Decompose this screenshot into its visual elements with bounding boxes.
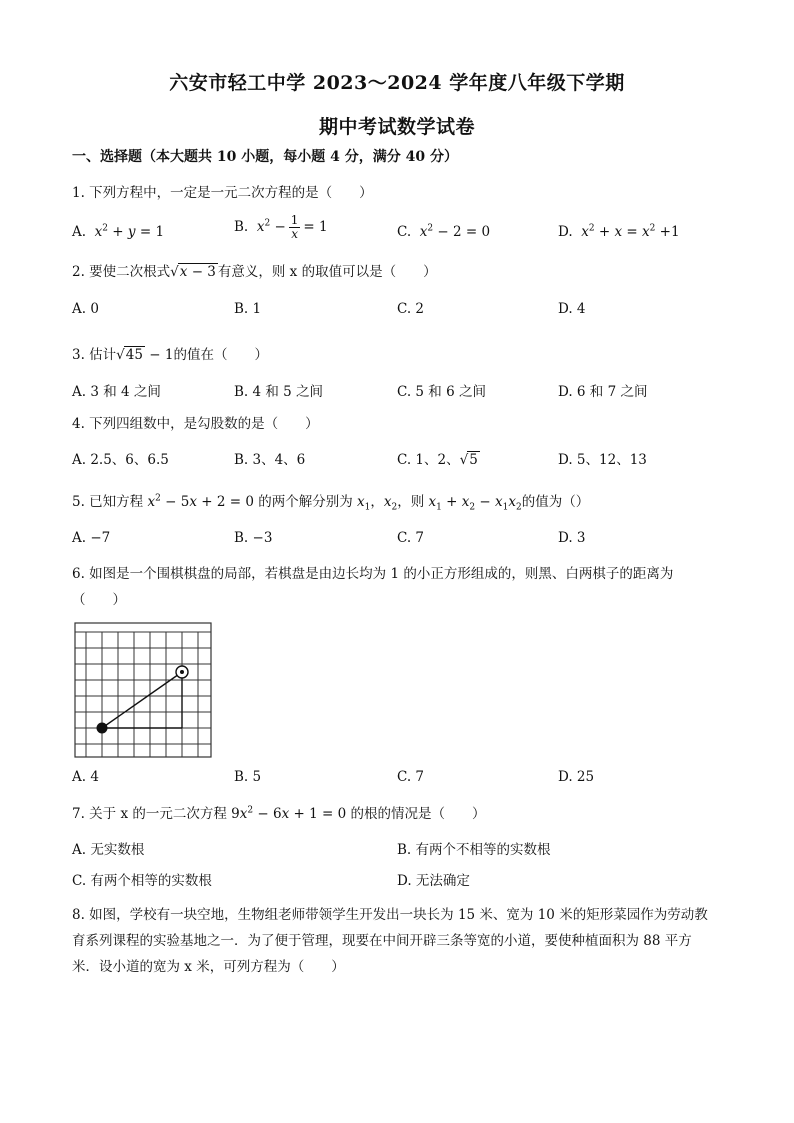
question-1-option-c: C. $x^2 - 2 = 0$ <box>397 223 491 240</box>
question-3-stem: 3. 估计√45 − 1的值在（ ） <box>72 347 268 363</box>
page-subtitle: 期中考试数学试卷 <box>318 116 475 138</box>
question-6-option-a: A. 4 <box>72 769 99 785</box>
question-8-stem: 8. 如图，学校有一块空地，生物组老师带领学生开发出一块长为 15 米、宽为 10 米的矩形菜园作为劳动教 育系列课程的实验基地之一．为了便于管理，现要在中间开辟三条等宽的小道，要使种植面积为 88 平方 米．设小道的宽为 x 米，可列方程为（ ） <box>72 907 708 975</box>
question-1-option-b: B. $x^2$ − $\frac{1}{x}$ = 1 <box>234 213 328 241</box>
question-6-option-b: B. 5 <box>234 769 262 785</box>
go-board-figure <box>72 620 214 764</box>
question-1-option-a: A. $x^2 + y = 1$ <box>72 223 165 240</box>
black-stone <box>97 723 108 734</box>
question-5-option-d: D. 3 <box>558 530 586 546</box>
question-2-option-d: D. 4 <box>558 301 586 317</box>
question-2-option-b: B. 1 <box>234 301 262 317</box>
question-6-stem: 6. 如图是一个围棋棋盘的局部，若棋盘是由边长均为 1 的小正方形组成的，则黑、白两棋子的距离为 （ ） <box>72 566 674 608</box>
question-4-stem: 4. 下列四组数中，是勾股数的是（ ） <box>72 416 319 432</box>
question-2-option-a: A. 0 <box>72 301 99 317</box>
section-heading: 一、选择题（本大题共 10 小题，每小题 4 分，满分 40 分） <box>72 149 458 165</box>
question-7-option-b: B. 有两个不相等的实数根 <box>397 842 551 858</box>
question-4-option-c: C. 1、2、√5 <box>397 452 478 468</box>
question-4-option-b: B. 3、4、6 <box>234 452 306 468</box>
question-5-stem: 5. 已知方程 $x^2 - 5x + 2 = 0$ 的两个解分别为 $x_1$，$x_2$，则 $x_1 + x_2 - x_1x_2$的值为（） <box>72 493 590 513</box>
question-3-option-b: B. 4 和 5 之间 <box>234 384 324 400</box>
question-7-option-d: D. 无法确定 <box>397 873 470 889</box>
question-2-stem: 2. 要使二次根式√x − 3 有意义，则 x 的取值可以是（ ） <box>72 264 437 280</box>
question-6-option-c: C. 7 <box>397 769 425 785</box>
question-7-option-c: C. 有两个相等的实数根 <box>72 873 212 889</box>
question-1-option-d: D. $x^2 + x = x^2 +1$ <box>558 223 680 240</box>
question-3-option-d: D. 6 和 7 之间 <box>558 384 648 400</box>
question-4-option-a: A. 2.5、6、6.5 <box>72 452 169 468</box>
question-5-option-a: A. −7 <box>72 530 111 546</box>
question-5-option-c: C. 7 <box>397 530 425 546</box>
page-title: 六安市轻工中学 2023～2024 学年度八年级下学期 <box>169 72 625 94</box>
question-2-option-c: C. 2 <box>397 301 425 317</box>
question-3-option-c: C. 5 和 6 之间 <box>397 384 486 400</box>
question-4-option-d: D. 5、12、13 <box>558 452 647 468</box>
question-7-option-a: A. 无实数根 <box>72 842 145 858</box>
question-3-option-a: A. 3 和 4 之间 <box>72 384 161 400</box>
question-6-option-d: D. 25 <box>558 769 595 785</box>
question-5-option-b: B. −3 <box>234 530 273 546</box>
question-7-stem: 7. 关于 x 的一元二次方程 $9x^2 - 6x + 1 = 0$ 的根的情况是（ ） <box>72 805 486 822</box>
question-1-stem: 1. 下列方程中，一定是一元二次方程的是（ ） <box>72 185 373 201</box>
